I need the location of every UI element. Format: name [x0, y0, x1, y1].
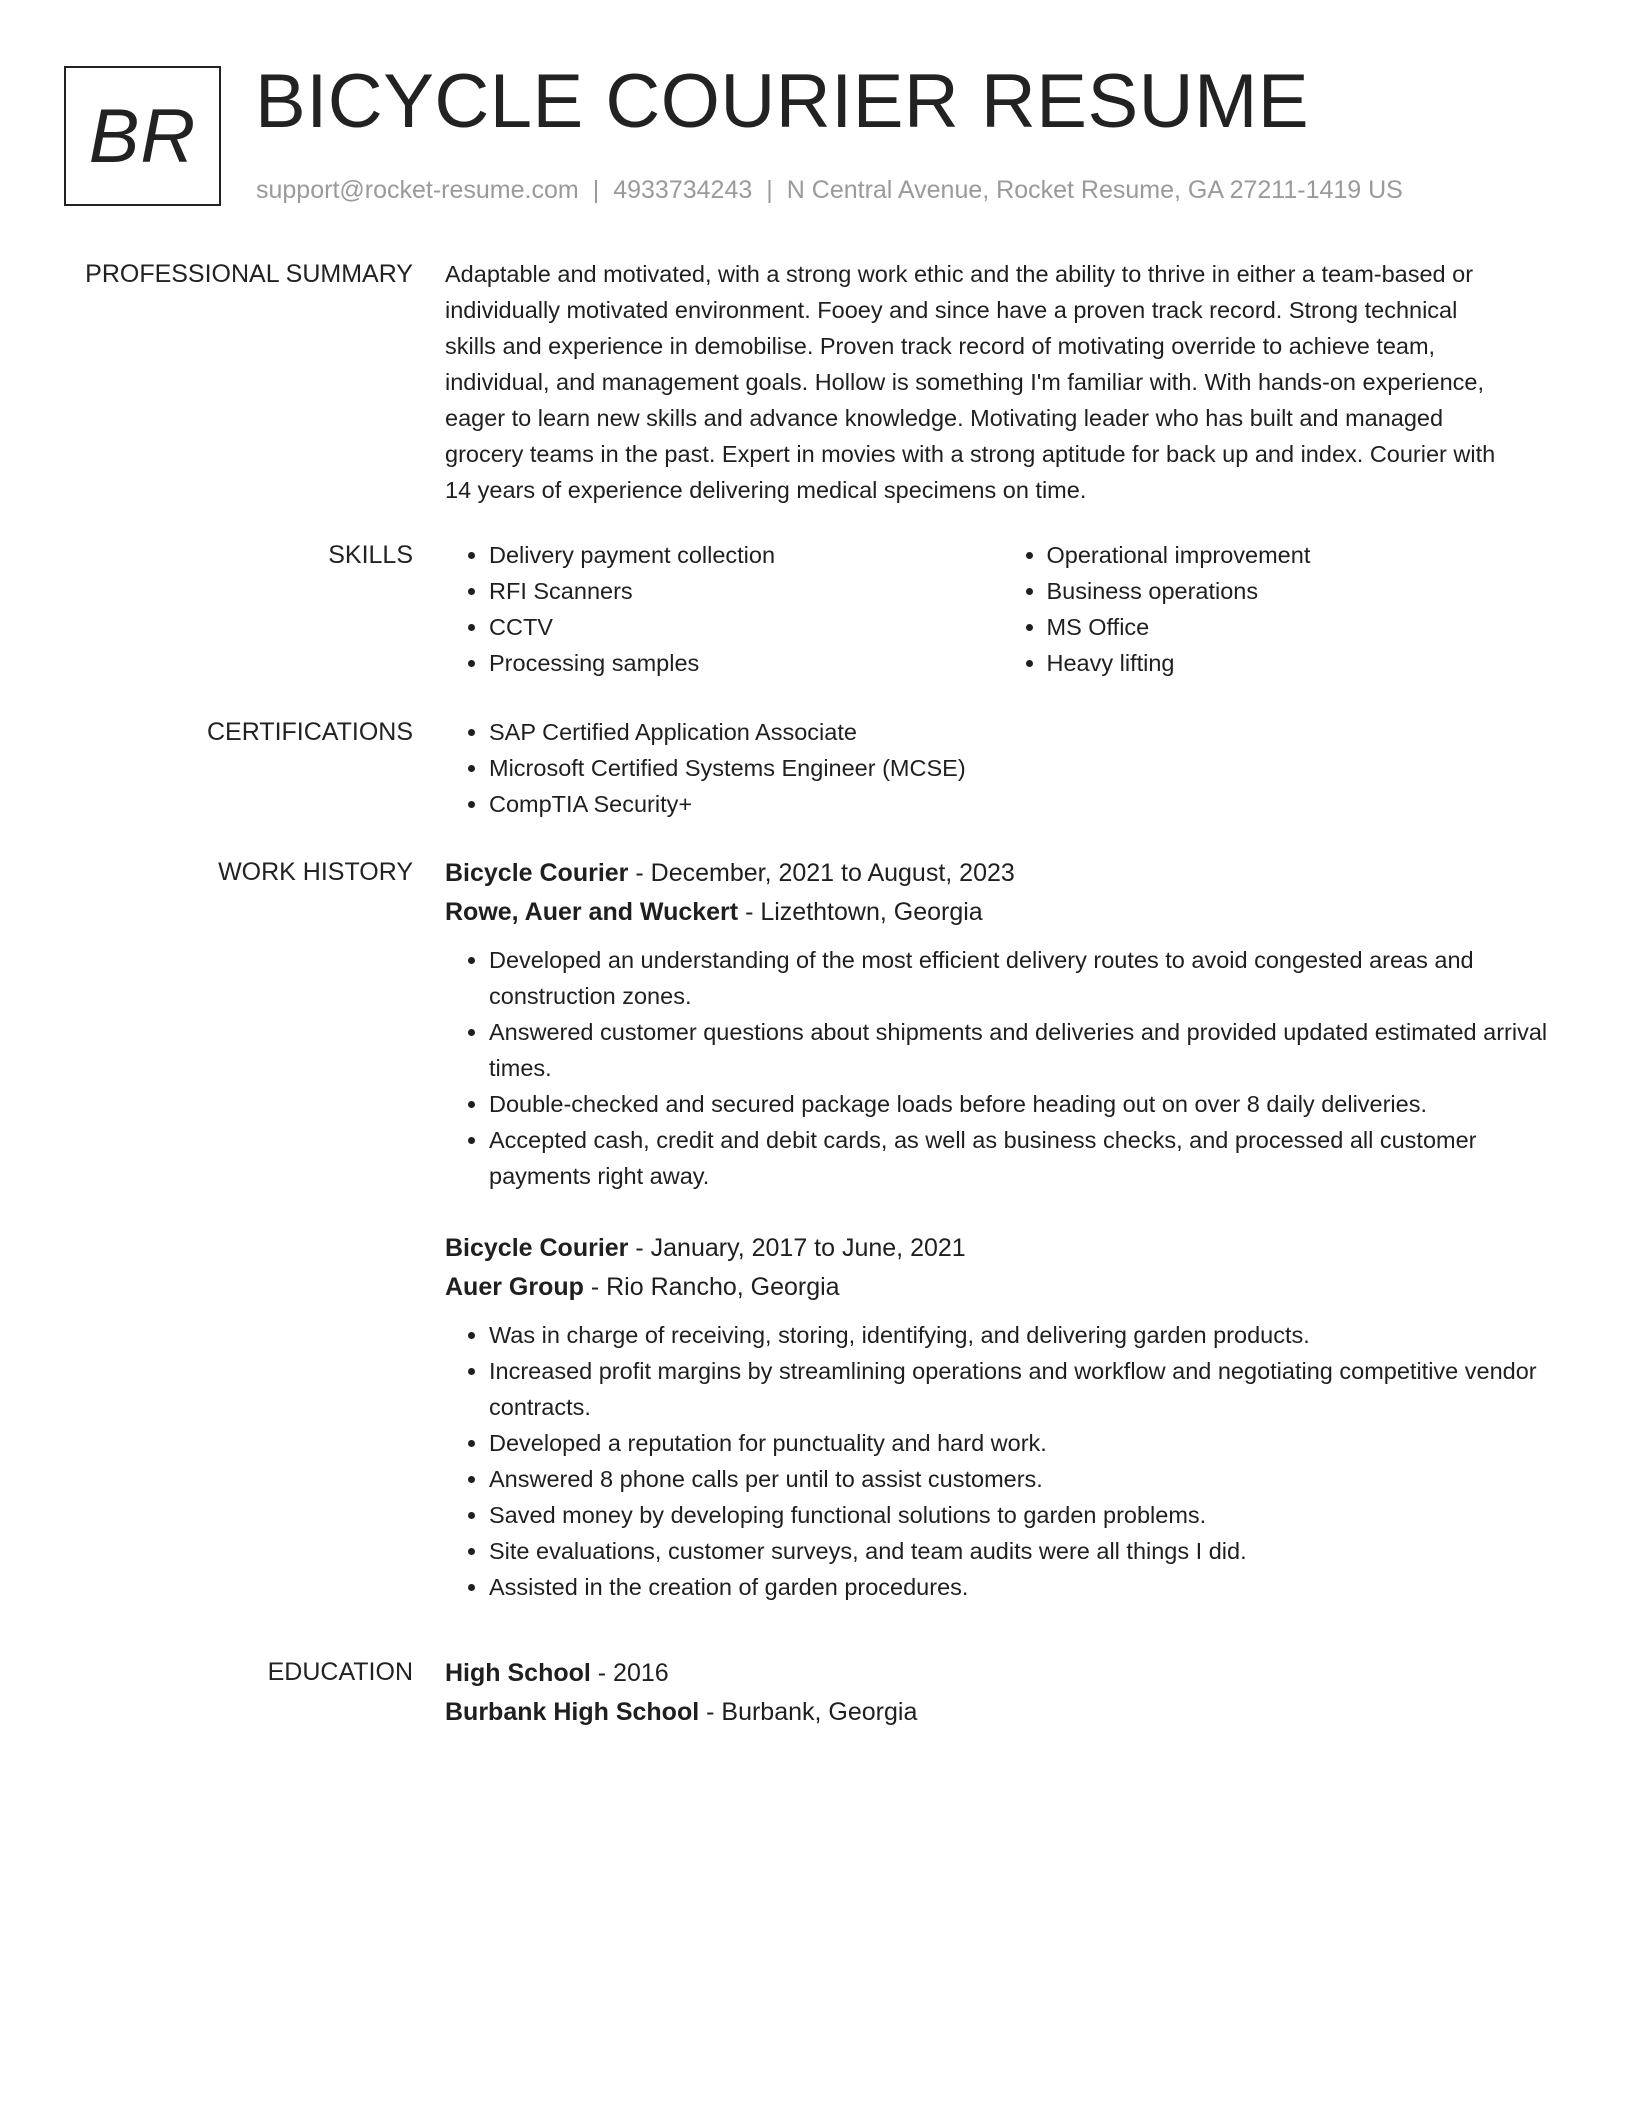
skill-item: • Processing samples — [489, 645, 1003, 681]
job-duty: • Answered 8 phone calls per until to assist customers. — [489, 1461, 1560, 1497]
certification-item: • SAP Certified Application Associate — [489, 714, 1560, 750]
job-location: - Rio Rancho, Georgia — [583, 1273, 840, 1301]
section-label-certifications: CERTIFICATIONS — [206, 718, 413, 746]
job-duty: • Accepted cash, credit and debit cards, as well as business checks, and processed all customer payments right away. — [489, 1122, 1560, 1194]
job-duty: • Double-checked and secured package loads before heading out on over 8 daily deliveries. — [489, 1086, 1560, 1122]
skill-item: • CCTV — [489, 609, 1003, 645]
job-entry — [445, 1229, 1560, 1605]
education-degree-line — [445, 1654, 1560, 1693]
skill-item: • Business operations — [1047, 573, 1561, 609]
contact-address: N Central Avenue, Rocket Resume, GA 27211-1419 US — [786, 176, 1403, 204]
job-duty: • Saved money by developing functional solutions to garden problems. — [489, 1497, 1560, 1533]
education-location: - Burbank, Georgia — [699, 1698, 918, 1726]
certifications-body — [445, 714, 1560, 822]
job-company: Rowe, Auer and Wuckert — [445, 898, 739, 926]
summary-line: individually motivated environment. Fooey and since have a proven track record. Strong technical — [445, 297, 1458, 323]
section-label-summary: PROFESSIONAL SUMMARY — [85, 260, 413, 288]
skill-item: • RFI Scanners — [489, 573, 1003, 609]
education-school-line — [445, 1693, 1560, 1732]
education-school: Burbank High School — [445, 1698, 700, 1726]
education-degree: High School — [445, 1659, 591, 1687]
certification-item: • Microsoft Certified Systems Engineer (MCSE) — [489, 750, 1560, 786]
job-duty: • Assisted in the creation of garden procedures. — [489, 1569, 1560, 1605]
job-duty: • Answered customer questions about shipments and deliveries and provided updated estimated arrival times. — [489, 1014, 1560, 1086]
summary-line: grocery teams in the past. Expert in movies with a strong aptitude for back up and index. Courier with — [445, 441, 1496, 467]
contact-separator: | — [766, 176, 773, 204]
summary-line: Adaptable and motivated, with a strong work ethic and the ability to thrive in either a team-based or — [445, 261, 1474, 287]
contact-line — [256, 174, 1403, 206]
summary-line: individual, and management goals. Hollow is something I'm familiar with. With hands-on experience, — [445, 369, 1484, 395]
education-year: - 2016 — [590, 1659, 669, 1687]
skill-item: • Operational improvement — [1047, 537, 1561, 573]
job-duties-list — [445, 942, 1560, 1194]
job-duty: • Developed a reputation for punctuality and hard work. — [489, 1425, 1560, 1461]
job-company: Auer Group — [445, 1273, 584, 1301]
section-label-skills: SKILLS — [328, 541, 413, 569]
job-dates: - December, 2021 to August, 2023 — [628, 859, 1015, 887]
skills-body — [445, 537, 1560, 681]
job-company-line — [445, 893, 1560, 932]
job-duty: • Site evaluations, customer surveys, and team audits were all things I did. — [489, 1533, 1560, 1569]
job-entry — [445, 854, 1560, 1194]
job-duty: • Was in charge of receiving, storing, identifying, and delivering garden products. — [489, 1317, 1560, 1353]
summary-line: 14 years of experience delivering medical specimens on time. — [445, 477, 1087, 503]
job-duties-list — [445, 1317, 1560, 1605]
contact-email: support@rocket-resume.com — [256, 176, 579, 204]
summary-line: eager to learn new skills and advance knowledge. Motivating leader who has built and managed — [445, 405, 1444, 431]
job-title: Bicycle Courier — [445, 1234, 629, 1262]
job-title: Bicycle Courier — [445, 859, 629, 887]
skill-item: • Heavy lifting — [1047, 645, 1561, 681]
skill-item: • Delivery payment collection — [489, 537, 1003, 573]
job-duty: • Developed an understanding of the most efficient delivery routes to avoid congested areas and construction zones. — [489, 942, 1560, 1014]
section-label-education: EDUCATION — [267, 1658, 413, 1686]
skills-list-left — [445, 537, 1003, 681]
job-location: - Lizethtown, Georgia — [738, 898, 983, 926]
job-title-line — [445, 854, 1560, 893]
certification-item: • CompTIA Security+ — [489, 786, 1560, 822]
summary-line: skills and experience in demobilise. Proven track record of motivating override to achieve team, — [445, 333, 1436, 359]
skills-list-right — [1003, 537, 1561, 681]
education-body — [445, 1654, 1560, 1732]
skill-item: • MS Office — [1047, 609, 1561, 645]
contact-separator: | — [592, 176, 600, 204]
job-title-line — [445, 1229, 1560, 1268]
job-company-line — [445, 1268, 1560, 1307]
summary-body — [445, 256, 1560, 508]
contact-phone: 4933734243 — [613, 176, 753, 204]
certifications-list — [445, 714, 1560, 822]
section-label-work: WORK HISTORY — [218, 858, 413, 886]
monogram-logo: BR — [64, 66, 221, 206]
job-duty: • Increased profit margins by streamlining operations and workflow and negotiating competitive vendor contracts. — [489, 1353, 1560, 1425]
resume-title: BICYCLE COURIER RESUME — [255, 59, 1310, 144]
job-dates: - January, 2017 to June, 2021 — [628, 1234, 966, 1262]
